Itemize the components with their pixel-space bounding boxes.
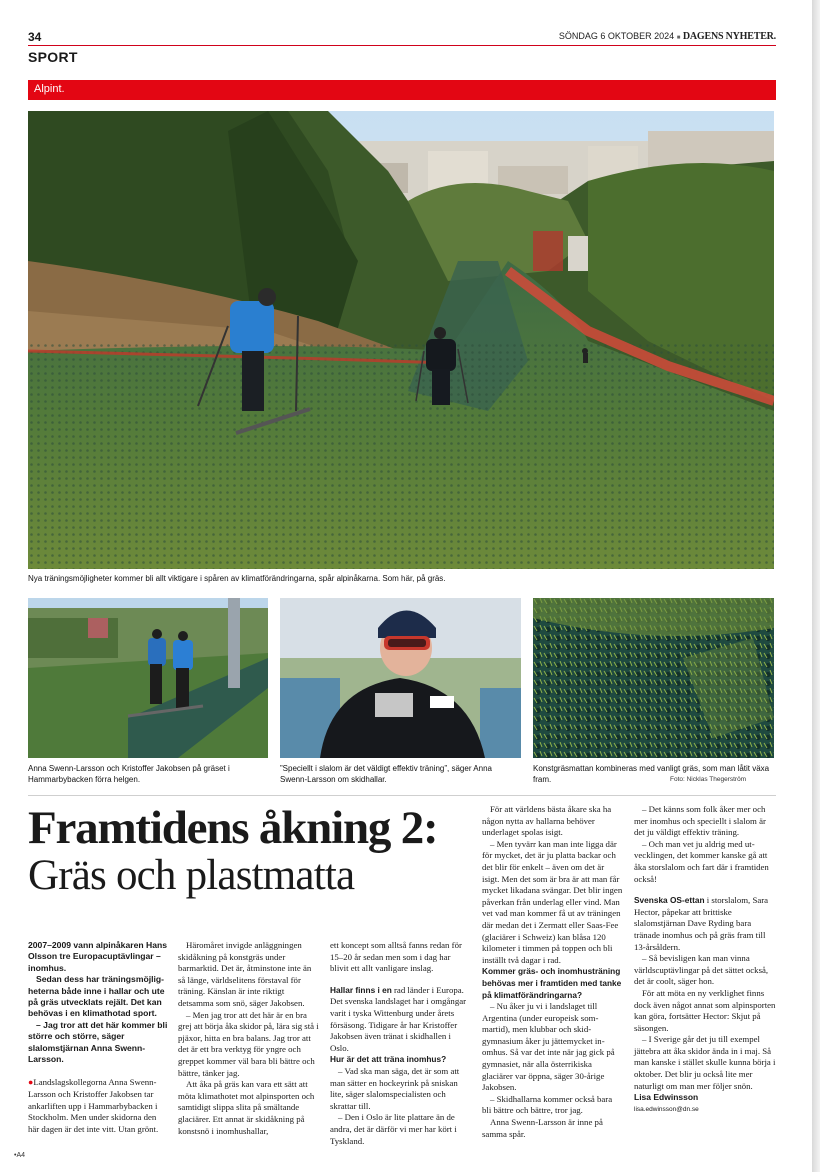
body-paragraph: För att möta en ny verklighet finns dock även något annat som alpinsporten kan göra, fortsätter Hector: Skjut på säsongen.: [634, 987, 776, 1033]
section-title: SPORT: [28, 49, 78, 65]
lead-paragraph-1: 2007–2009 vann alpinåkaren Hans Olsson tre Europacuptävlingar – inomhus.: [28, 940, 168, 973]
headline-main: Framtidens åkning 2:: [28, 802, 438, 854]
body-paragraph: Svenska OS-ettan i storslalom, Sara Hector, påpekar att brittiske slalomstjärnan Dave Ryding bara tränade inomhus och på gräs fram till 13-årsåldern.: [634, 895, 769, 952]
body-paragraph: – Vad ska man säga, det är som att man sätter en hockeyrink på sniskan lite, säger slalomspecialisten och skrattar till.: [330, 1065, 460, 1111]
question-subhead: Kommer gräs- och inomhusträning behövas mer i framtiden med tanke på klimatförändringarna?: [482, 966, 622, 1000]
header-rule: [28, 45, 776, 46]
article-column-5: [634, 804, 776, 1115]
page-footer-mark: •A4: [14, 1152, 26, 1159]
main-photo: [28, 111, 774, 569]
photo-credit: Foto: Nicklas Thegerström: [670, 776, 747, 783]
article-column-3: [330, 940, 471, 1147]
caption-rule: [28, 795, 776, 796]
issue-date: SÖNDAG 6 OKTOBER 2024: [558, 31, 675, 41]
photo-left-caption: Anna Swenn-Larsson och Kristoffer Jakobsen på gräset i Hammarbybacken förra helgen.: [28, 764, 230, 784]
page-number: 34: [28, 30, 42, 44]
kicker-label: Alpint.: [34, 83, 65, 95]
page-edge-shadow: [812, 0, 820, 1172]
body-paragraph: – Den i Oslo är lite plattare än de andra, det är därför vi mer har kört i Tyskland.: [330, 1112, 457, 1146]
main-photo-caption: Nya träningsmöjligheter kommer bli allt viktigare i spåren av klimatförändringarna, spår alpinåkarna. Som här, på gräs.: [28, 574, 446, 583]
body-paragraph: Häromåret invigde anläggningen skidåkning på konstgräs under barmarktid. Det är, åtminstone inte än så länge, världselitens förstaval för träning. Känslan är inte riktigt detsamma som snö, säger Jakobsen.: [178, 940, 312, 1008]
lead-paragraph-3: – Jag tror att det här kommer bli större och större, säger slalomstjärnan Anna Swenn-Larsson.: [28, 1019, 168, 1065]
body-paragraph: ett koncept som alltså fanns redan för 15–20 år sedan men som i dag har blivit ett allt vanligare inslag.: [330, 940, 462, 974]
body-paragraph: – Så bevisligen kan man vinna världscuptävlingar på det sättet också, det är coolt, säger hon.: [634, 953, 769, 987]
photo-anna-portrait: [280, 598, 521, 758]
article-column-4: [482, 804, 623, 1140]
byline: Lisa Edwinsson: [634, 1092, 699, 1103]
body-paragraph: Hallar finns i en rad länder i Europa. Det svenska landslaget har i omgångar varit i tyska Wittenburg under årets försäsong. Tidigare år har Kristoffer Jakobsen även tränat i skidhallen i Oslo.: [330, 984, 467, 1053]
body-paragraph: Anna Swenn-Larsson är inne på samma spår.: [482, 1117, 603, 1139]
author-email[interactable]: lisa.edwinsson@dn.se: [634, 1105, 699, 1113]
body-paragraph: – Men jag tror att det här är en bra grej att börja åka skidor på, lära sig stå i pjäxor, hitta en bra balans. Jag tror att det är ett bra verktyg för yngre och greppet kommer väl bara bli bättre och bättre, tänker jag.: [178, 1009, 319, 1078]
body-paragraph: För att världens bästa åkare ska ha någon nytta av hallarna behöver underlaget spolas isigt.: [482, 804, 612, 838]
body-paragraph: – Och man vet ju aldrig med utvecklingen, det kommer kanske gå att åka storslalom och fart där i framtiden också!: [634, 838, 769, 884]
body-paragraph: – Det känns som folk åker mer och mer inomhus och speciellt i slalom är det ju väldigt effektiv träning.: [634, 804, 766, 838]
subhead-inline: Hallar finns i en: [330, 984, 392, 995]
photo-artificial-turf: [533, 598, 774, 758]
body-paragraph: – I Sverige går det ju till exempel jättebra att åka skidor ända in i maj. Så man kanske i stället skulle kunna börja i oktober. Det blir ju också lite mer naturligt om man mer följer snön.: [634, 1034, 776, 1091]
headline-block: [28, 804, 478, 900]
body-paragraph: – Men tyvärr kan man inte ligga där för mycket, det är ju platta backar och det blir för enkelt – även om det är isigt. Men det som är bra är att man får mycket likadana svängar. Det blir ingen påverkan från underlag eller vind. Man vet vad man kommer få ut av träningen där medan det i Zermatt eller Saas-Fee (glaciärer i Schweiz) kan blåsa 120 kilometer i timmen på toppen och bli inställt två dagar i rad.: [482, 838, 623, 965]
paper-name: DAGENS NYHETER.: [682, 31, 776, 42]
photo-middle-caption: ”Speciellt i slalom är det väldigt effektiv träning”, säger Anna Swenn-Larsson om skidhallar.: [280, 764, 492, 784]
photo-grass-skiers: [28, 598, 268, 758]
body-paragraph: – Nu åker ju vi i landslaget till Argentina (under europeisk sommartid), men klubbar och skidgymnasium åker ju jättemycket inomhus. Så var det inte när jag gick på gymnasiet, när alla österrikiska glaciärer var öppna, säger 30-årige Jakobsen.: [482, 1001, 615, 1093]
lead-paragraph-2: Sedan dess har träningsmöjligheterna både inne i hallar och ute på gräs utvecklats rejält. Det kan behövas i en klimathotad sport.: [28, 974, 165, 1019]
page-header: [28, 30, 776, 44]
article-column-2: [178, 940, 319, 1137]
body-paragraph: – Skidhallarna kommer också bara bli bättre och bättre, tror jag.: [482, 1093, 613, 1116]
kicker-bar: [28, 80, 776, 100]
bullet-dot-icon: ●: [28, 1077, 34, 1088]
article-column-1: [28, 940, 168, 1135]
question-subhead: Hur är det att träna inomhus?: [330, 1054, 447, 1065]
dateline-separator: ■: [676, 35, 681, 41]
subhead-inline: Svenska OS-ettan: [634, 895, 705, 906]
headline-sub: Gräs och plastmatta: [28, 852, 355, 899]
dateline: [559, 31, 776, 42]
body-paragraph: ●Landslagskollegorna Anna Swenn-Larsson och Kristoffer Jakobsen tar ankarliften upp i Hammarbybacken i Stockholm. Men under skidorna den här dagen är det inte vitt. Utan grönt.: [28, 1077, 159, 1134]
photo-right-caption: Konstgräsmattan kombineras med vanligt gräs, som man låtit växa fram.: [533, 764, 770, 784]
body-paragraph: Att åka på gräs kan vara ett sätt att möta klimathotet mot alpinsporten och samtidigt slippa slita på smältande glaciärer. Ett annat är skidåkning på konstsnö i inomhushallar,: [178, 1079, 315, 1136]
